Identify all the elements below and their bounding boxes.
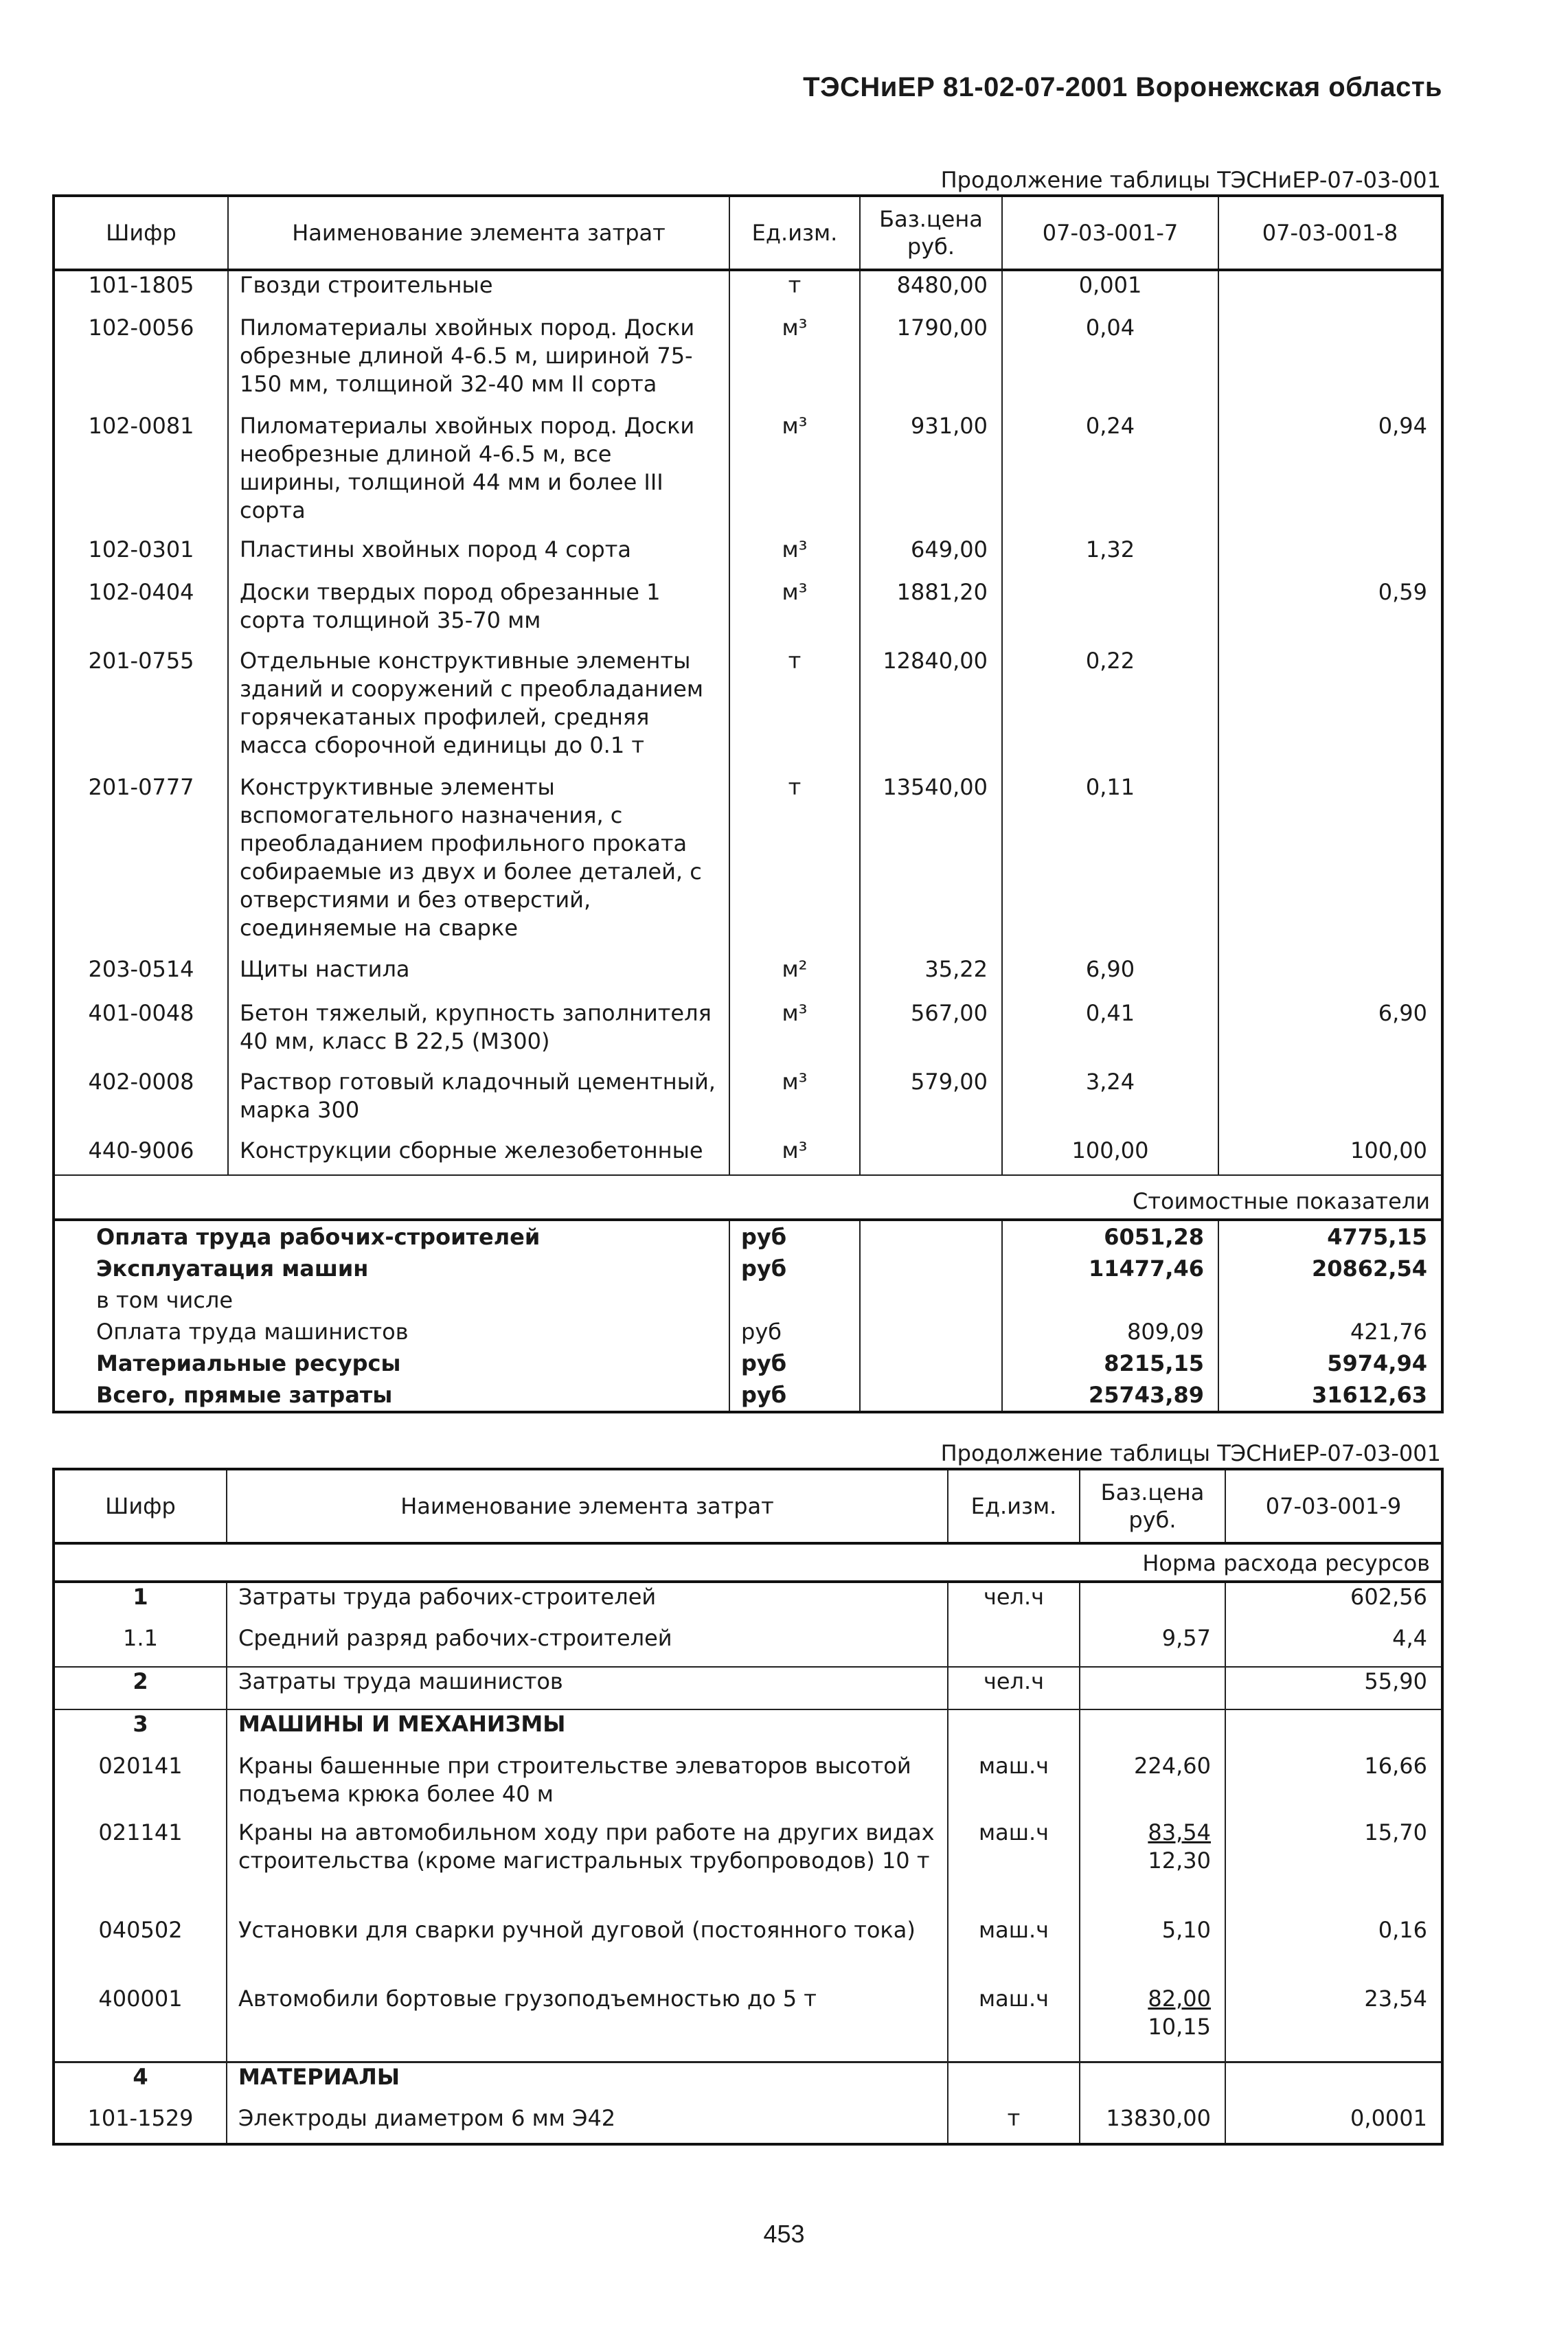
table1-continuation-label: Продолжение таблицы ТЭСНиЕР-07-03-001 [940, 167, 1441, 193]
table2-section-row [54, 1543, 1442, 1582]
row-name: МАШИНЫ И МЕХАНИЗМЫ [227, 1709, 948, 1752]
summary-empty [860, 1253, 1002, 1284]
row-name: Конструкции сборные железобетонные [228, 1137, 729, 1175]
table-row [54, 1582, 1442, 1624]
summary-empty [860, 1284, 1002, 1316]
row-price: 8480,00 [860, 270, 1002, 314]
row-name: Автомобили бортовые грузоподъемностью до 5 т [227, 1985, 948, 2062]
row-code: 102-0404 [88, 579, 194, 605]
table-row [54, 1667, 1442, 1709]
row-unit: м³ [729, 536, 860, 578]
table-row [54, 2062, 1442, 2104]
row-value: 4,4 [1225, 1624, 1442, 1667]
summary-row [54, 1284, 1442, 1316]
row-value: 23,54 [1225, 1985, 1442, 2062]
row-v2 [1218, 773, 1442, 955]
row-v1: 1,32 [1002, 536, 1218, 578]
row-value: 16,66 [1225, 1752, 1442, 1819]
row-unit: м³ [729, 578, 860, 647]
row-unit: т [729, 270, 860, 314]
summary-v2: 4775,15 [1218, 1220, 1442, 1253]
row-price: 579,00 [860, 1068, 1002, 1137]
row-v1: 0,22 [1002, 647, 1218, 773]
table2-header-row [54, 1469, 1442, 1543]
row-code: 102-0056 [88, 315, 194, 341]
row-price: 13540,00 [860, 773, 1002, 955]
row-code: 201-0777 [88, 774, 194, 800]
table-row [54, 1985, 1442, 2062]
table1-header-row [54, 196, 1442, 270]
table-row [54, 773, 1442, 955]
summary-v2: 5974,94 [1218, 1348, 1442, 1379]
row-code: 101-1529 [87, 2105, 194, 2131]
row-name: Бетон тяжелый, крупность заполнителя 40 мм, класс В 22,5 (М300) [228, 999, 729, 1068]
table-row [54, 1068, 1442, 1137]
row-code: 021141 [98, 1819, 183, 1845]
row-code: 020141 [98, 1753, 183, 1779]
row-unit: чел.ч [948, 1582, 1080, 1624]
row-v2 [1218, 314, 1442, 412]
table2-continuation-label: Продолжение таблицы ТЭСНиЕР-07-03-001 [940, 1440, 1441, 1466]
table-row [54, 536, 1442, 578]
row-value [1225, 2062, 1442, 2104]
row-unit: м² [729, 955, 860, 999]
row-unit: м³ [729, 314, 860, 412]
page-header-title: ТЭСНиЕР 81-02-07-2001 Воронежская область [803, 72, 1442, 102]
row-price: 224,60 [1080, 1752, 1225, 1819]
summary-row [54, 1379, 1442, 1412]
row-v1 [1002, 578, 1218, 647]
row-value: 55,90 [1225, 1667, 1442, 1709]
row-name: Установки для сварки ручной дуговой (постоянного тока) [227, 1916, 948, 1985]
table-row [54, 314, 1442, 412]
row-v2: 100,00 [1218, 1137, 1442, 1175]
row-code: 1.1 [123, 1625, 158, 1651]
table1 [52, 194, 1444, 1413]
row-unit: маш.ч [948, 1752, 1080, 1819]
row-price-secondary: 12,30 [1148, 1848, 1211, 1874]
table1-col-v1: 07-03-001-7 [1002, 196, 1218, 270]
table1-col-code: Шифр [54, 196, 228, 270]
row-name: Раствор готовый кладочный цементный, марка 300 [228, 1068, 729, 1137]
row-v1: 6,90 [1002, 955, 1218, 999]
row-price: 35,22 [860, 955, 1002, 999]
row-price: 9,57 [1080, 1624, 1225, 1667]
row-v1: 100,00 [1002, 1137, 1218, 1175]
row-code: 201-0755 [88, 648, 194, 674]
row-name: Пиломатериалы хвойных пород. Доски необрезные длиной 4-6.5 м, все ширины, толщиной 44 мм и более III сорта [228, 412, 729, 536]
row-unit: т [729, 773, 860, 955]
row-unit [948, 1624, 1080, 1667]
row-price [1080, 1709, 1225, 1752]
row-price-fraction [1080, 1985, 1225, 2062]
table2-col-code: Шифр [54, 1469, 227, 1543]
summary-label: Оплата труда рабочих-строителей [96, 1224, 541, 1250]
row-v2: 0,94 [1218, 412, 1442, 536]
row-code: 3 [54, 1709, 227, 1752]
summary-unit: руб [729, 1379, 860, 1412]
row-v2 [1218, 270, 1442, 314]
summary-unit [729, 1284, 860, 1316]
row-unit: м³ [729, 412, 860, 536]
summary-empty [860, 1220, 1002, 1253]
row-v1: 3,24 [1002, 1068, 1218, 1137]
table-row [54, 1624, 1442, 1667]
row-name: Доски твердых пород обрезанные 1 сорта толщиной 35-70 мм [228, 578, 729, 647]
row-value: 602,56 [1225, 1582, 1442, 1624]
row-code: 440-9006 [88, 1137, 194, 1163]
row-v2 [1218, 536, 1442, 578]
row-price: 12840,00 [860, 647, 1002, 773]
row-code: 040502 [98, 1917, 183, 1943]
row-v2 [1218, 647, 1442, 773]
table2-col-price: Баз.цена руб. [1080, 1469, 1225, 1543]
row-v1: 0,001 [1002, 270, 1218, 314]
row-price [1080, 2062, 1225, 2104]
summary-label: Всего, прямые затраты [96, 1382, 393, 1408]
summary-unit: руб [729, 1220, 860, 1253]
row-code: 4 [54, 2062, 227, 2104]
section-label: Стоимостные показатели [54, 1175, 1442, 1220]
table-row [54, 1137, 1442, 1175]
summary-label: в том числе [96, 1287, 233, 1313]
table-row [54, 955, 1442, 999]
table1-col-unit: Ед.изм. [729, 196, 860, 270]
row-v1: 0,04 [1002, 314, 1218, 412]
row-unit: чел.ч [948, 1667, 1080, 1709]
row-v2 [1218, 955, 1442, 999]
summary-unit: руб [729, 1348, 860, 1379]
row-v2: 0,59 [1218, 578, 1442, 647]
row-code: 402-0008 [88, 1069, 194, 1095]
table-row [54, 1819, 1442, 1916]
table-row [54, 647, 1442, 773]
row-code: 102-0081 [88, 413, 194, 439]
row-code: 400001 [98, 1986, 183, 2012]
row-unit [948, 1709, 1080, 1752]
table-row [54, 1752, 1442, 1819]
row-price: 83,54 [1148, 1819, 1211, 1845]
summary-row [54, 1220, 1442, 1253]
row-name: Краны на автомобильном ходу при работе на других видах строительства (кроме магистральных трубопроводов) 10 т [227, 1819, 948, 1916]
summary-row [54, 1253, 1442, 1284]
row-unit: т [729, 647, 860, 773]
row-name: Гвозди строительные [228, 270, 729, 314]
row-name: Щиты настила [228, 955, 729, 999]
page-number: 453 [763, 2220, 805, 2248]
table-row [54, 2104, 1442, 2144]
row-unit: т [948, 2104, 1080, 2144]
row-unit [948, 2062, 1080, 2104]
row-unit: маш.ч [948, 1916, 1080, 1985]
row-unit: маш.ч [948, 1985, 1080, 2062]
row-price: 13830,00 [1080, 2104, 1225, 2144]
summary-v1: 25743,89 [1002, 1379, 1218, 1412]
row-name: Конструктивные элементы вспомогательного назначения, с преобладанием профильного проката собираемые из двух и более деталей, с отверстиями и без отверстий, соединяемые на сварке [228, 773, 729, 955]
table1-col-name: Наименование элемента затрат [228, 196, 729, 270]
row-code: 102-0301 [88, 536, 194, 562]
row-name: Отдельные конструктивные элементы зданий и сооружений с преобладанием горячекатаных профилей, средняя масса сборочной единицы до 0.1 т [228, 647, 729, 773]
summary-v2: 421,76 [1218, 1316, 1442, 1348]
row-name: Средний разряд рабочих-строителей [227, 1624, 948, 1667]
section-label: Норма расхода ресурсов [54, 1543, 1442, 1582]
summary-row [54, 1316, 1442, 1348]
row-v1: 0,41 [1002, 999, 1218, 1068]
summary-empty [860, 1316, 1002, 1348]
row-code: 101-1805 [88, 272, 194, 298]
row-price: 82,00 [1148, 1986, 1211, 2012]
row-v1: 0,11 [1002, 773, 1218, 955]
summary-unit: руб [729, 1316, 860, 1348]
row-price: 5,10 [1080, 1916, 1225, 1985]
row-price [1080, 1667, 1225, 1709]
row-price [860, 1137, 1002, 1175]
row-v2: 6,90 [1218, 999, 1442, 1068]
summary-label: Эксплуатация машин [96, 1255, 369, 1282]
table-row [54, 999, 1442, 1068]
row-value [1225, 1709, 1442, 1752]
summary-empty [860, 1379, 1002, 1412]
row-price [1080, 1582, 1225, 1624]
summary-v1: 6051,28 [1002, 1220, 1218, 1253]
row-name: Электроды диаметром 6 мм Э42 [227, 2104, 948, 2144]
summary-label: Оплата труда машинистов [96, 1319, 409, 1345]
summary-empty [860, 1348, 1002, 1379]
table-row [54, 1916, 1442, 1985]
summary-v2 [1218, 1284, 1442, 1316]
row-value: 0,0001 [1225, 2104, 1442, 2144]
table1-section-row [54, 1175, 1442, 1220]
table-row [54, 1709, 1442, 1752]
row-name: МАТЕРИАЛЫ [227, 2062, 948, 2104]
row-value: 15,70 [1225, 1819, 1442, 1916]
summary-v2: 20862,54 [1218, 1253, 1442, 1284]
table-row [54, 578, 1442, 647]
table2 [52, 1468, 1444, 2146]
row-unit: м³ [729, 999, 860, 1068]
row-price: 1881,20 [860, 578, 1002, 647]
row-v1: 0,24 [1002, 412, 1218, 536]
summary-unit: руб [729, 1253, 860, 1284]
summary-v1: 8215,15 [1002, 1348, 1218, 1379]
row-name: Затраты труда машинистов [227, 1667, 948, 1709]
summary-row [54, 1348, 1442, 1379]
summary-v1: 11477,46 [1002, 1253, 1218, 1284]
table-row [54, 412, 1442, 536]
row-price-fraction [1080, 1819, 1225, 1916]
row-name: Затраты труда рабочих-строителей [227, 1582, 948, 1624]
row-price: 931,00 [860, 412, 1002, 536]
row-unit: м³ [729, 1068, 860, 1137]
summary-v1 [1002, 1284, 1218, 1316]
table1-col-v2: 07-03-001-8 [1218, 196, 1442, 270]
summary-v2: 31612,63 [1218, 1379, 1442, 1412]
row-price: 649,00 [860, 536, 1002, 578]
row-name: Пластины хвойных пород 4 сорта [228, 536, 729, 578]
row-price: 567,00 [860, 999, 1002, 1068]
row-value: 0,16 [1225, 1916, 1442, 1985]
row-unit: м³ [729, 1137, 860, 1175]
row-name: Краны башенные при строительстве элеваторов высотой подъема крюка более 40 м [227, 1752, 948, 1819]
table2-col-value: 07-03-001-9 [1225, 1469, 1442, 1543]
row-code: 2 [54, 1667, 227, 1709]
summary-v1: 809,09 [1002, 1316, 1218, 1348]
row-v2 [1218, 1068, 1442, 1137]
summary-label: Материальные ресурсы [96, 1350, 401, 1376]
row-code: 1 [133, 1584, 148, 1610]
table1-col-price: Баз.цена руб. [860, 196, 1002, 270]
row-code: 203-0514 [88, 956, 194, 982]
table2-col-unit: Ед.изм. [948, 1469, 1080, 1543]
row-price-secondary: 10,15 [1148, 2014, 1211, 2040]
row-price: 1790,00 [860, 314, 1002, 412]
row-unit: маш.ч [948, 1819, 1080, 1916]
row-code: 401-0048 [88, 1000, 194, 1026]
table-row [54, 270, 1442, 314]
table2-col-name: Наименование элемента затрат [227, 1469, 948, 1543]
row-name: Пиломатериалы хвойных пород. Доски обрезные длиной 4-6.5 м, шириной 75-150 мм, толщиной 32-40 мм II сорта [228, 314, 729, 412]
